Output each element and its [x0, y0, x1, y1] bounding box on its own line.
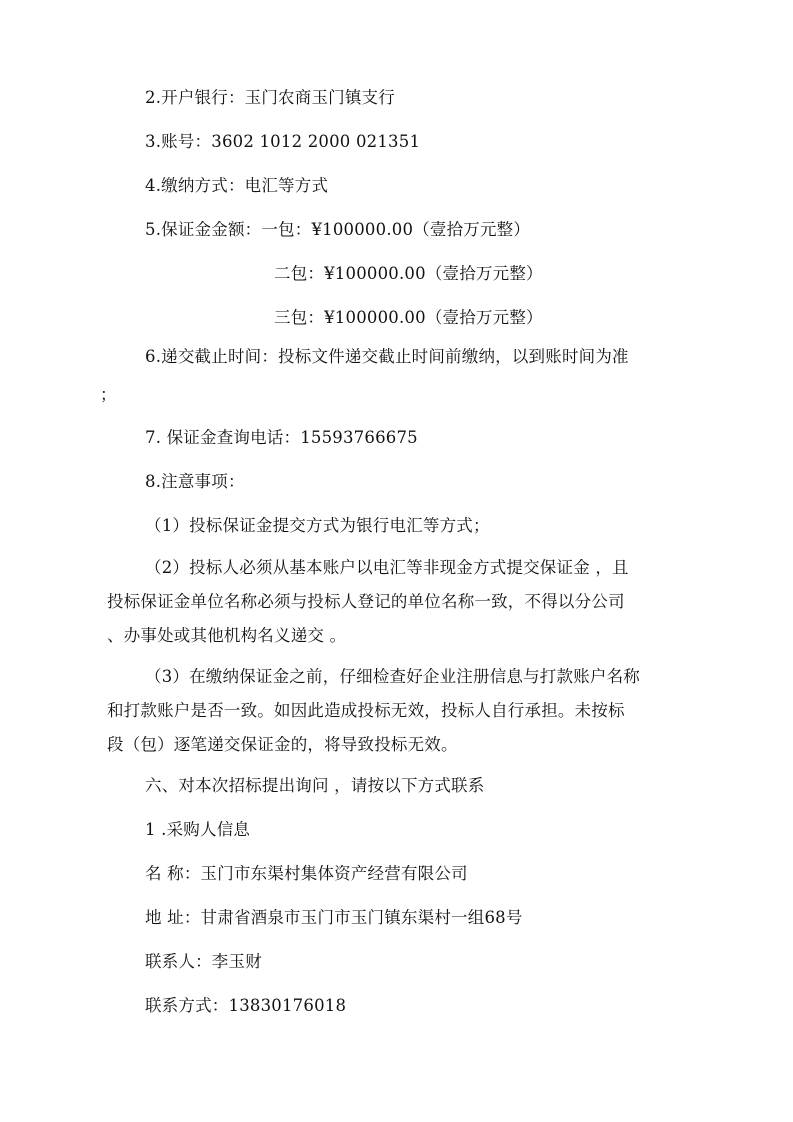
bank-line: 2.开户银行：玉门农商玉门镇支行 — [145, 88, 395, 107]
deposit-amount-package-2: 二包：¥100000.00（壹拾万元整） — [274, 264, 543, 283]
payment-method-line: 4.缴纳方式：电汇等方式 — [145, 176, 329, 195]
notes-heading: 8.注意事项： — [145, 472, 245, 491]
deposit-amount-package-1: 5.保证金金额：一包：¥100000.00（壹拾万元整） — [145, 220, 531, 239]
note-3-line-1: （3）在缴纳保证金之前，仔细检查好企业注册信息与打款账户名称 — [145, 667, 640, 686]
deadline-line: 6.递交截止时间：投标文件递交截止时间前缴纳，以到账时间为准 — [145, 347, 629, 366]
purchaser-name: 名 称：玉门市东渠村集体资产经营有限公司 — [145, 864, 468, 883]
note-1: （1）投标保证金提交方式为银行电汇等方式； — [145, 516, 490, 535]
deposit-amount-package-3: 三包：¥100000.00（壹拾万元整） — [274, 308, 543, 327]
note-3-line-3: 段（包）逐笔递交保证金的，将导致投标无效。 — [107, 735, 458, 754]
deadline-line-continuation: ； — [100, 385, 117, 404]
note-2-line-1: （2）投标人必须从基本账户以电汇等非现金方式提交保证金 ，且 — [145, 558, 629, 577]
deposit-phone-line: 7. 保证金查询电话：15593766675 — [145, 428, 418, 447]
purchaser-contact-person: 联系人：李玉财 — [145, 952, 262, 971]
purchaser-contact-phone: 联系方式：13830176018 — [145, 996, 347, 1015]
note-3-line-2: 和打款账户是否一致。如因此造成投标无效，投标人自行承担。未按标 — [107, 701, 625, 720]
note-2-line-2: 投标保证金单位名称必须与投标人登记的单位名称一致，不得以分公司 — [107, 592, 625, 611]
purchaser-address: 地 址：甘肃省酒泉市玉门市玉门镇东渠村一组68号 — [145, 908, 523, 927]
note-2-line-3: 、办事处或其他机构名义递交 。 — [107, 626, 347, 645]
section-6-heading: 六、对本次招标提出询问 ，请按以下方式联系 — [145, 776, 485, 795]
purchaser-info-heading: 1 .采购人信息 — [145, 820, 251, 839]
account-line: 3.账号：3602 1012 2000 021351 — [145, 132, 421, 151]
